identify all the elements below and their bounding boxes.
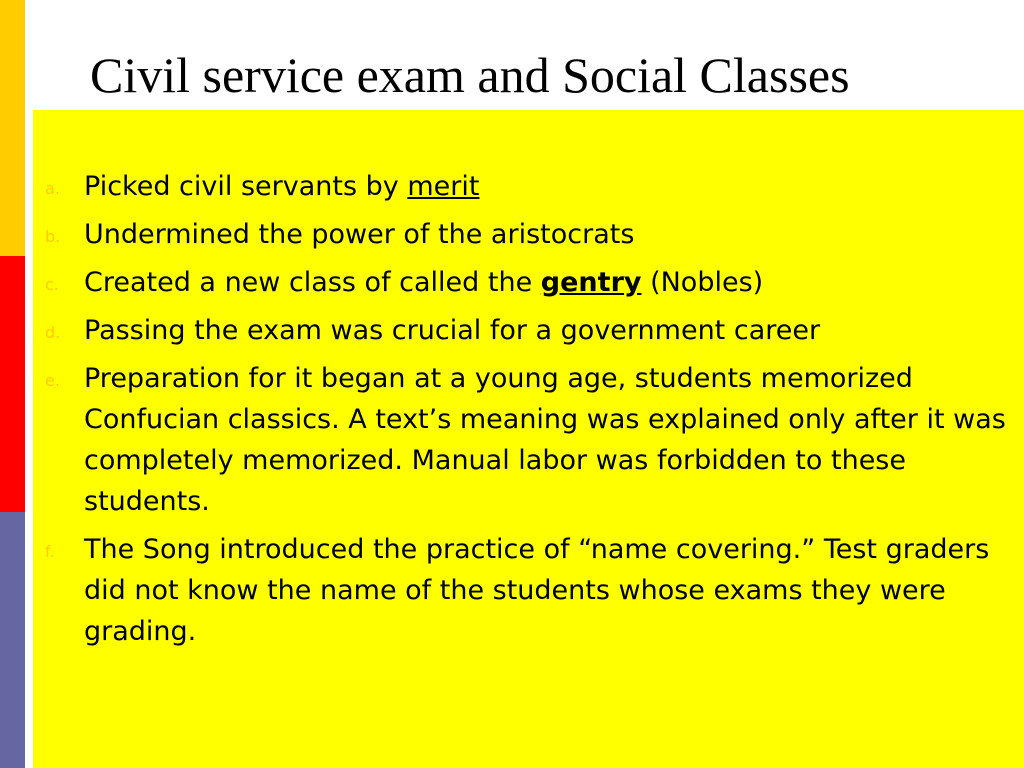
bullet-marker: d. bbox=[45, 323, 61, 342]
left-stripe-blue bbox=[0, 512, 25, 768]
bullet-marker: f. bbox=[45, 542, 55, 561]
content-box bbox=[33, 110, 1024, 768]
slide-title: Civil service exam and Social Classes bbox=[90, 47, 850, 103]
bullet-marker: a. bbox=[45, 179, 60, 198]
bullet-text: Preparation for it began at a young age, students memorized Confucian classics. A text’s meaning was explained only after it was completely memorized. Manual labor was forbidden to these students. bbox=[84, 363, 1006, 517]
bullet-marker: b. bbox=[45, 227, 61, 246]
bullet-emphasis-gentry: gentry bbox=[540, 267, 642, 298]
bullet-text-suffix: (Nobles) bbox=[641, 267, 764, 298]
left-stripe-red bbox=[0, 256, 25, 512]
bullet-text: Passing the exam was crucial for a government career bbox=[84, 315, 821, 346]
bullet-item-f bbox=[33, 529, 1024, 652]
bullet-item-c bbox=[33, 262, 1024, 303]
left-stripe-yellow bbox=[0, 0, 25, 256]
bullet-item-a bbox=[33, 166, 1024, 207]
bullet-marker: e. bbox=[45, 371, 60, 390]
bullet-list bbox=[33, 166, 1024, 652]
bullet-item-d bbox=[33, 310, 1024, 351]
bullet-item-e bbox=[33, 358, 1024, 522]
bullet-text: Created a new class of called the bbox=[84, 267, 541, 298]
bullet-emphasis-merit: merit bbox=[407, 171, 480, 202]
bullet-text: Undermined the power of the aristocrats bbox=[84, 219, 635, 250]
bullet-text: Picked civil servants by bbox=[84, 171, 408, 202]
bullet-item-b bbox=[33, 214, 1024, 255]
bullet-text: The Song introduced the practice of “name covering.” Test graders did not know the name of the students whose exams they were grading. bbox=[84, 534, 990, 647]
bullet-marker: c. bbox=[45, 275, 59, 294]
